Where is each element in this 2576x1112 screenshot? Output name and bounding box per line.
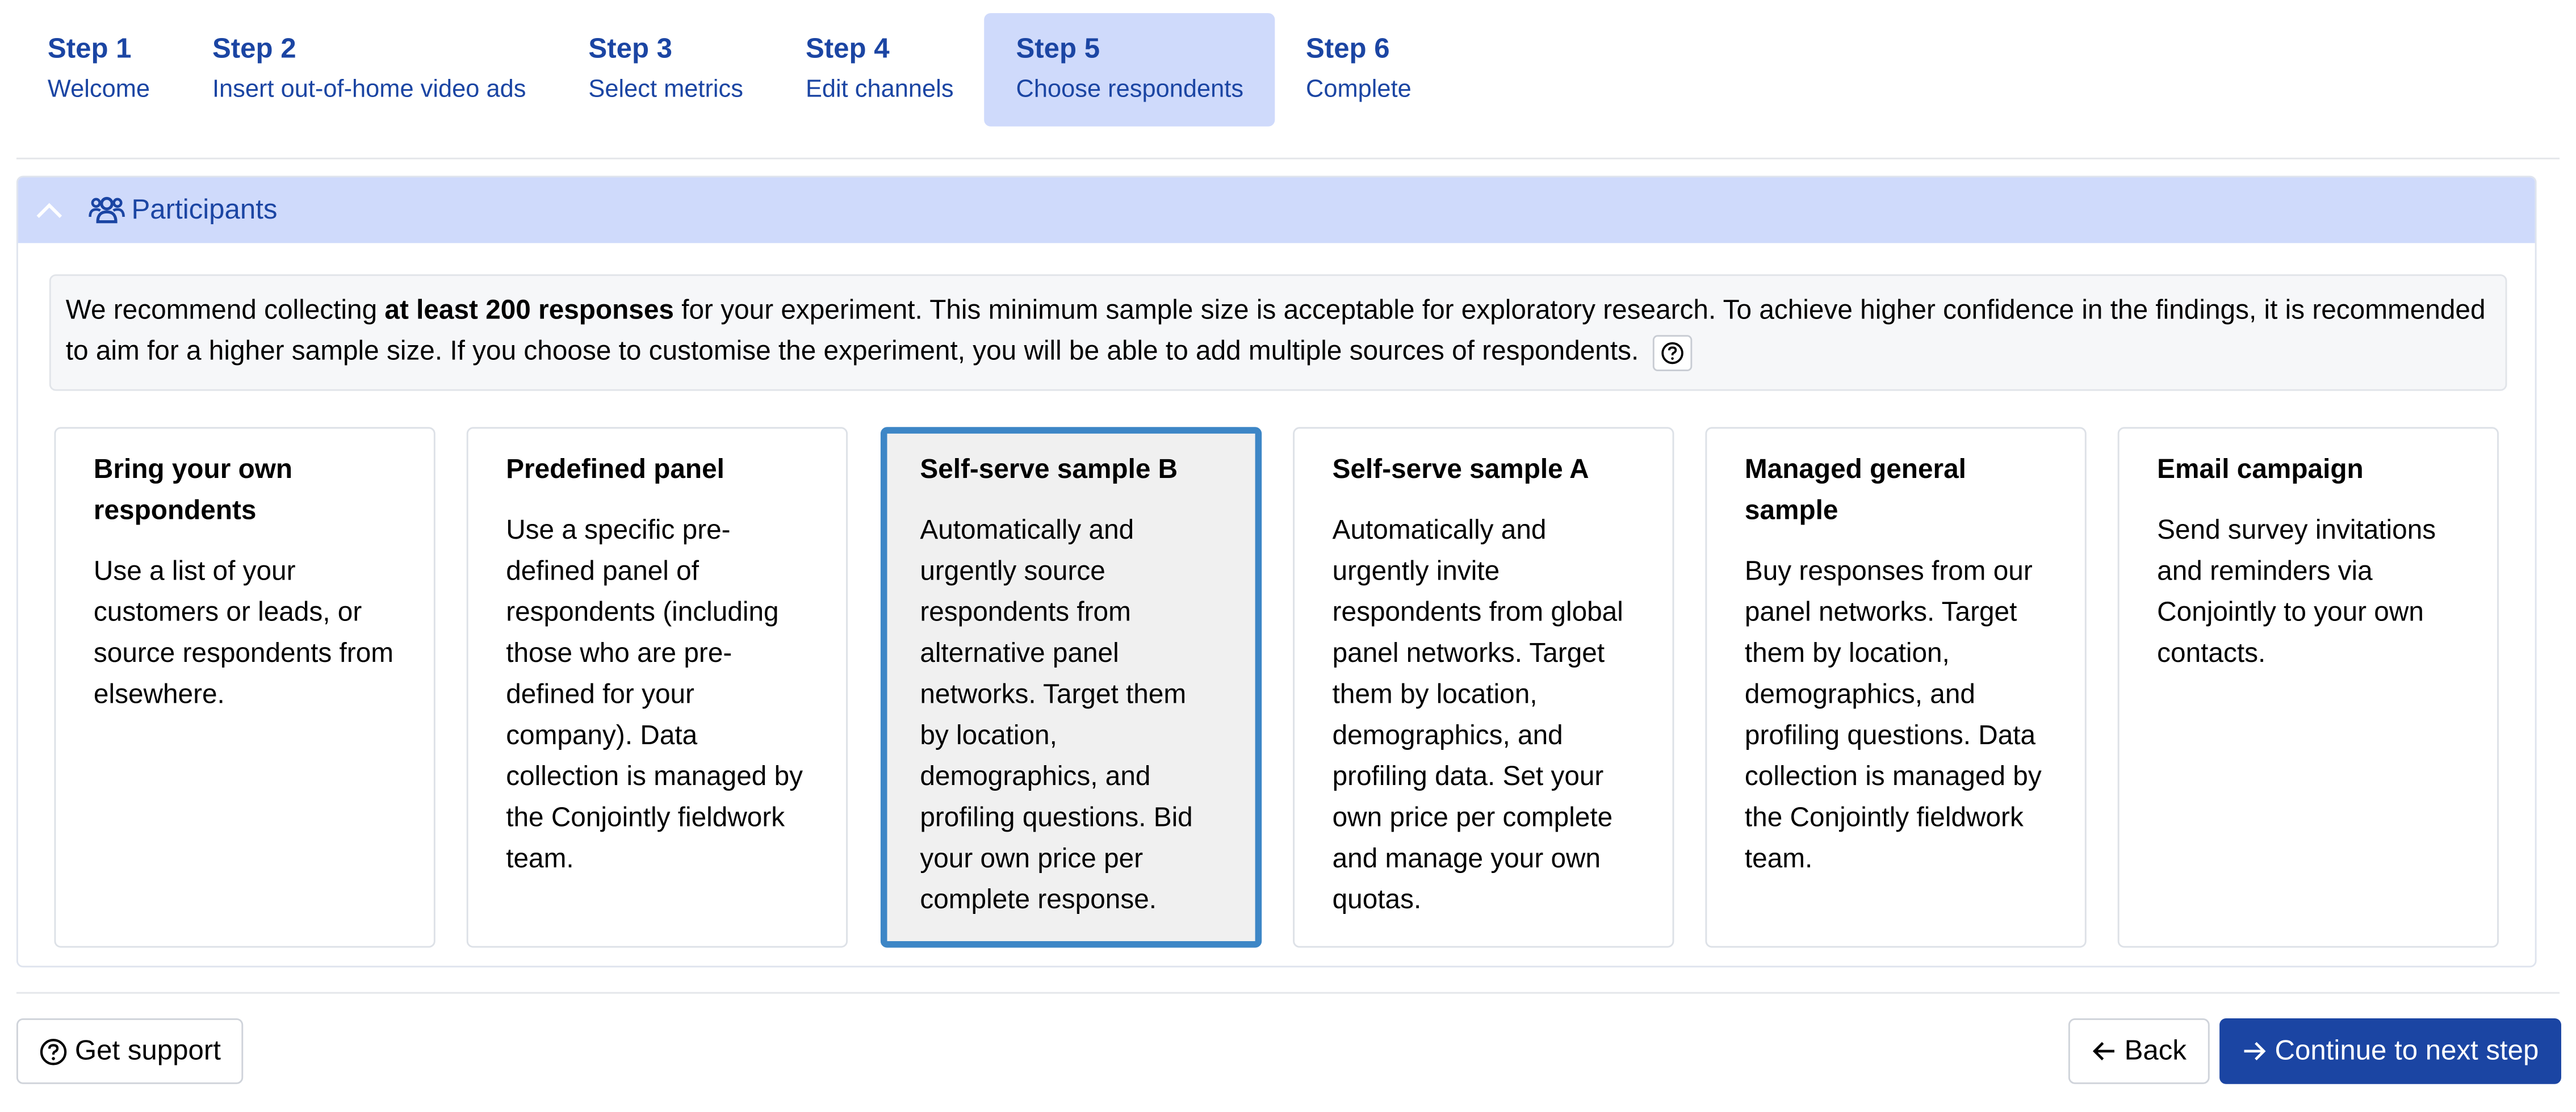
chevron-up-icon[interactable] bbox=[35, 195, 64, 225]
option-card-self-serve-b[interactable] bbox=[881, 427, 1262, 947]
participants-panel-header[interactable] bbox=[18, 177, 2535, 243]
step-name: Complete bbox=[1306, 75, 1411, 104]
step-2[interactable] bbox=[181, 13, 557, 127]
step-navigation bbox=[16, 13, 2560, 128]
arrow-left-icon bbox=[2092, 1040, 2116, 1063]
option-card-managed-general[interactable] bbox=[1705, 427, 2086, 947]
help-button[interactable] bbox=[1653, 334, 1692, 371]
question-circle-icon bbox=[39, 1037, 66, 1065]
continue-button[interactable] bbox=[2219, 1018, 2561, 1084]
button-label: Back bbox=[2124, 1034, 2187, 1066]
step-number: Step 3 bbox=[588, 32, 673, 64]
step-number: Step 5 bbox=[1016, 32, 1100, 64]
card-description: Automatically and urgently invite respondents from global panel networks. Target them by location, demographics, and profiling data. Set your own price per complete and manage your own quotas. bbox=[1332, 515, 1623, 915]
card-title: Self-serve sample A bbox=[1332, 455, 1589, 485]
step-number: Step 4 bbox=[805, 32, 890, 64]
step-name: Edit channels bbox=[805, 75, 954, 104]
step-4[interactable] bbox=[774, 13, 985, 127]
card-title: Self-serve sample B bbox=[920, 455, 1178, 485]
step-name: Choose respondents bbox=[1016, 75, 1244, 104]
respondent-source-options bbox=[54, 427, 2502, 949]
back-button[interactable] bbox=[2068, 1018, 2210, 1084]
sample-size-notice bbox=[49, 274, 2507, 391]
divider bbox=[16, 158, 2560, 160]
step-number: Step 6 bbox=[1306, 32, 1390, 64]
step-name: Select metrics bbox=[588, 75, 743, 104]
card-description: Buy responses from our panel networks. Target them by location, demographics, and profiling questions. Data collection is managed by the Conjointly fieldwork team. bbox=[1744, 556, 2042, 874]
step-3[interactable] bbox=[557, 13, 774, 127]
step-number: Step 2 bbox=[212, 32, 296, 64]
question-circle-icon bbox=[1661, 341, 1685, 364]
card-description: Use a list of your customers or leads, or source respondents from elsewhere. bbox=[93, 556, 394, 710]
step-number: Step 1 bbox=[47, 32, 132, 64]
participants-panel bbox=[16, 176, 2537, 968]
card-description: Automatically and urgently source respondents from alternative panel networks. Target them by location, demographics, and profiling questions. Bid your own price per complete response. bbox=[920, 515, 1193, 915]
card-description: Send survey invitations and reminders via Conjointly to your own contacts. bbox=[2157, 515, 2436, 669]
card-title: Bring your own respondents bbox=[93, 455, 293, 526]
step-6[interactable] bbox=[1275, 13, 1443, 127]
button-label: Continue to next step bbox=[2275, 1034, 2539, 1066]
card-title: Managed general sample bbox=[1744, 455, 1966, 526]
option-card-predefined-panel[interactable] bbox=[467, 427, 848, 947]
users-icon bbox=[89, 195, 125, 225]
card-description: Use a specific pre-defined panel of respondents (including those who are pre-defined for your company). Data collection is managed by the Conjointly fieldwork team. bbox=[506, 515, 803, 874]
get-support-button[interactable] bbox=[16, 1018, 243, 1084]
step-name: Insert out-of-home video ads bbox=[212, 75, 526, 104]
card-title: Email campaign bbox=[2157, 455, 2364, 485]
notice-highlight: at least 200 responses bbox=[384, 295, 674, 325]
card-title: Predefined panel bbox=[506, 455, 724, 485]
step-5[interactable] bbox=[985, 13, 1275, 127]
notice-text: We recommend collecting bbox=[65, 295, 385, 325]
divider bbox=[16, 992, 2560, 994]
panel-title: Participants bbox=[131, 194, 278, 225]
step-1[interactable] bbox=[16, 13, 181, 127]
step-name: Welcome bbox=[47, 75, 150, 104]
option-card-bring-your-own[interactable] bbox=[54, 427, 435, 947]
arrow-right-icon bbox=[2242, 1040, 2267, 1063]
notice-text: for your experiment. This minimum sample size is acceptable for exploratory research. To achieve higher confidence in the findings, it is recommended to aim for a higher sample size. If you choose to customise the experiment, you will be able to add multiple sources of respondents. bbox=[65, 295, 2486, 367]
option-card-self-serve-a[interactable] bbox=[1293, 427, 1674, 947]
option-card-email-campaign[interactable] bbox=[2118, 427, 2499, 947]
button-label: Get support bbox=[74, 1034, 221, 1066]
